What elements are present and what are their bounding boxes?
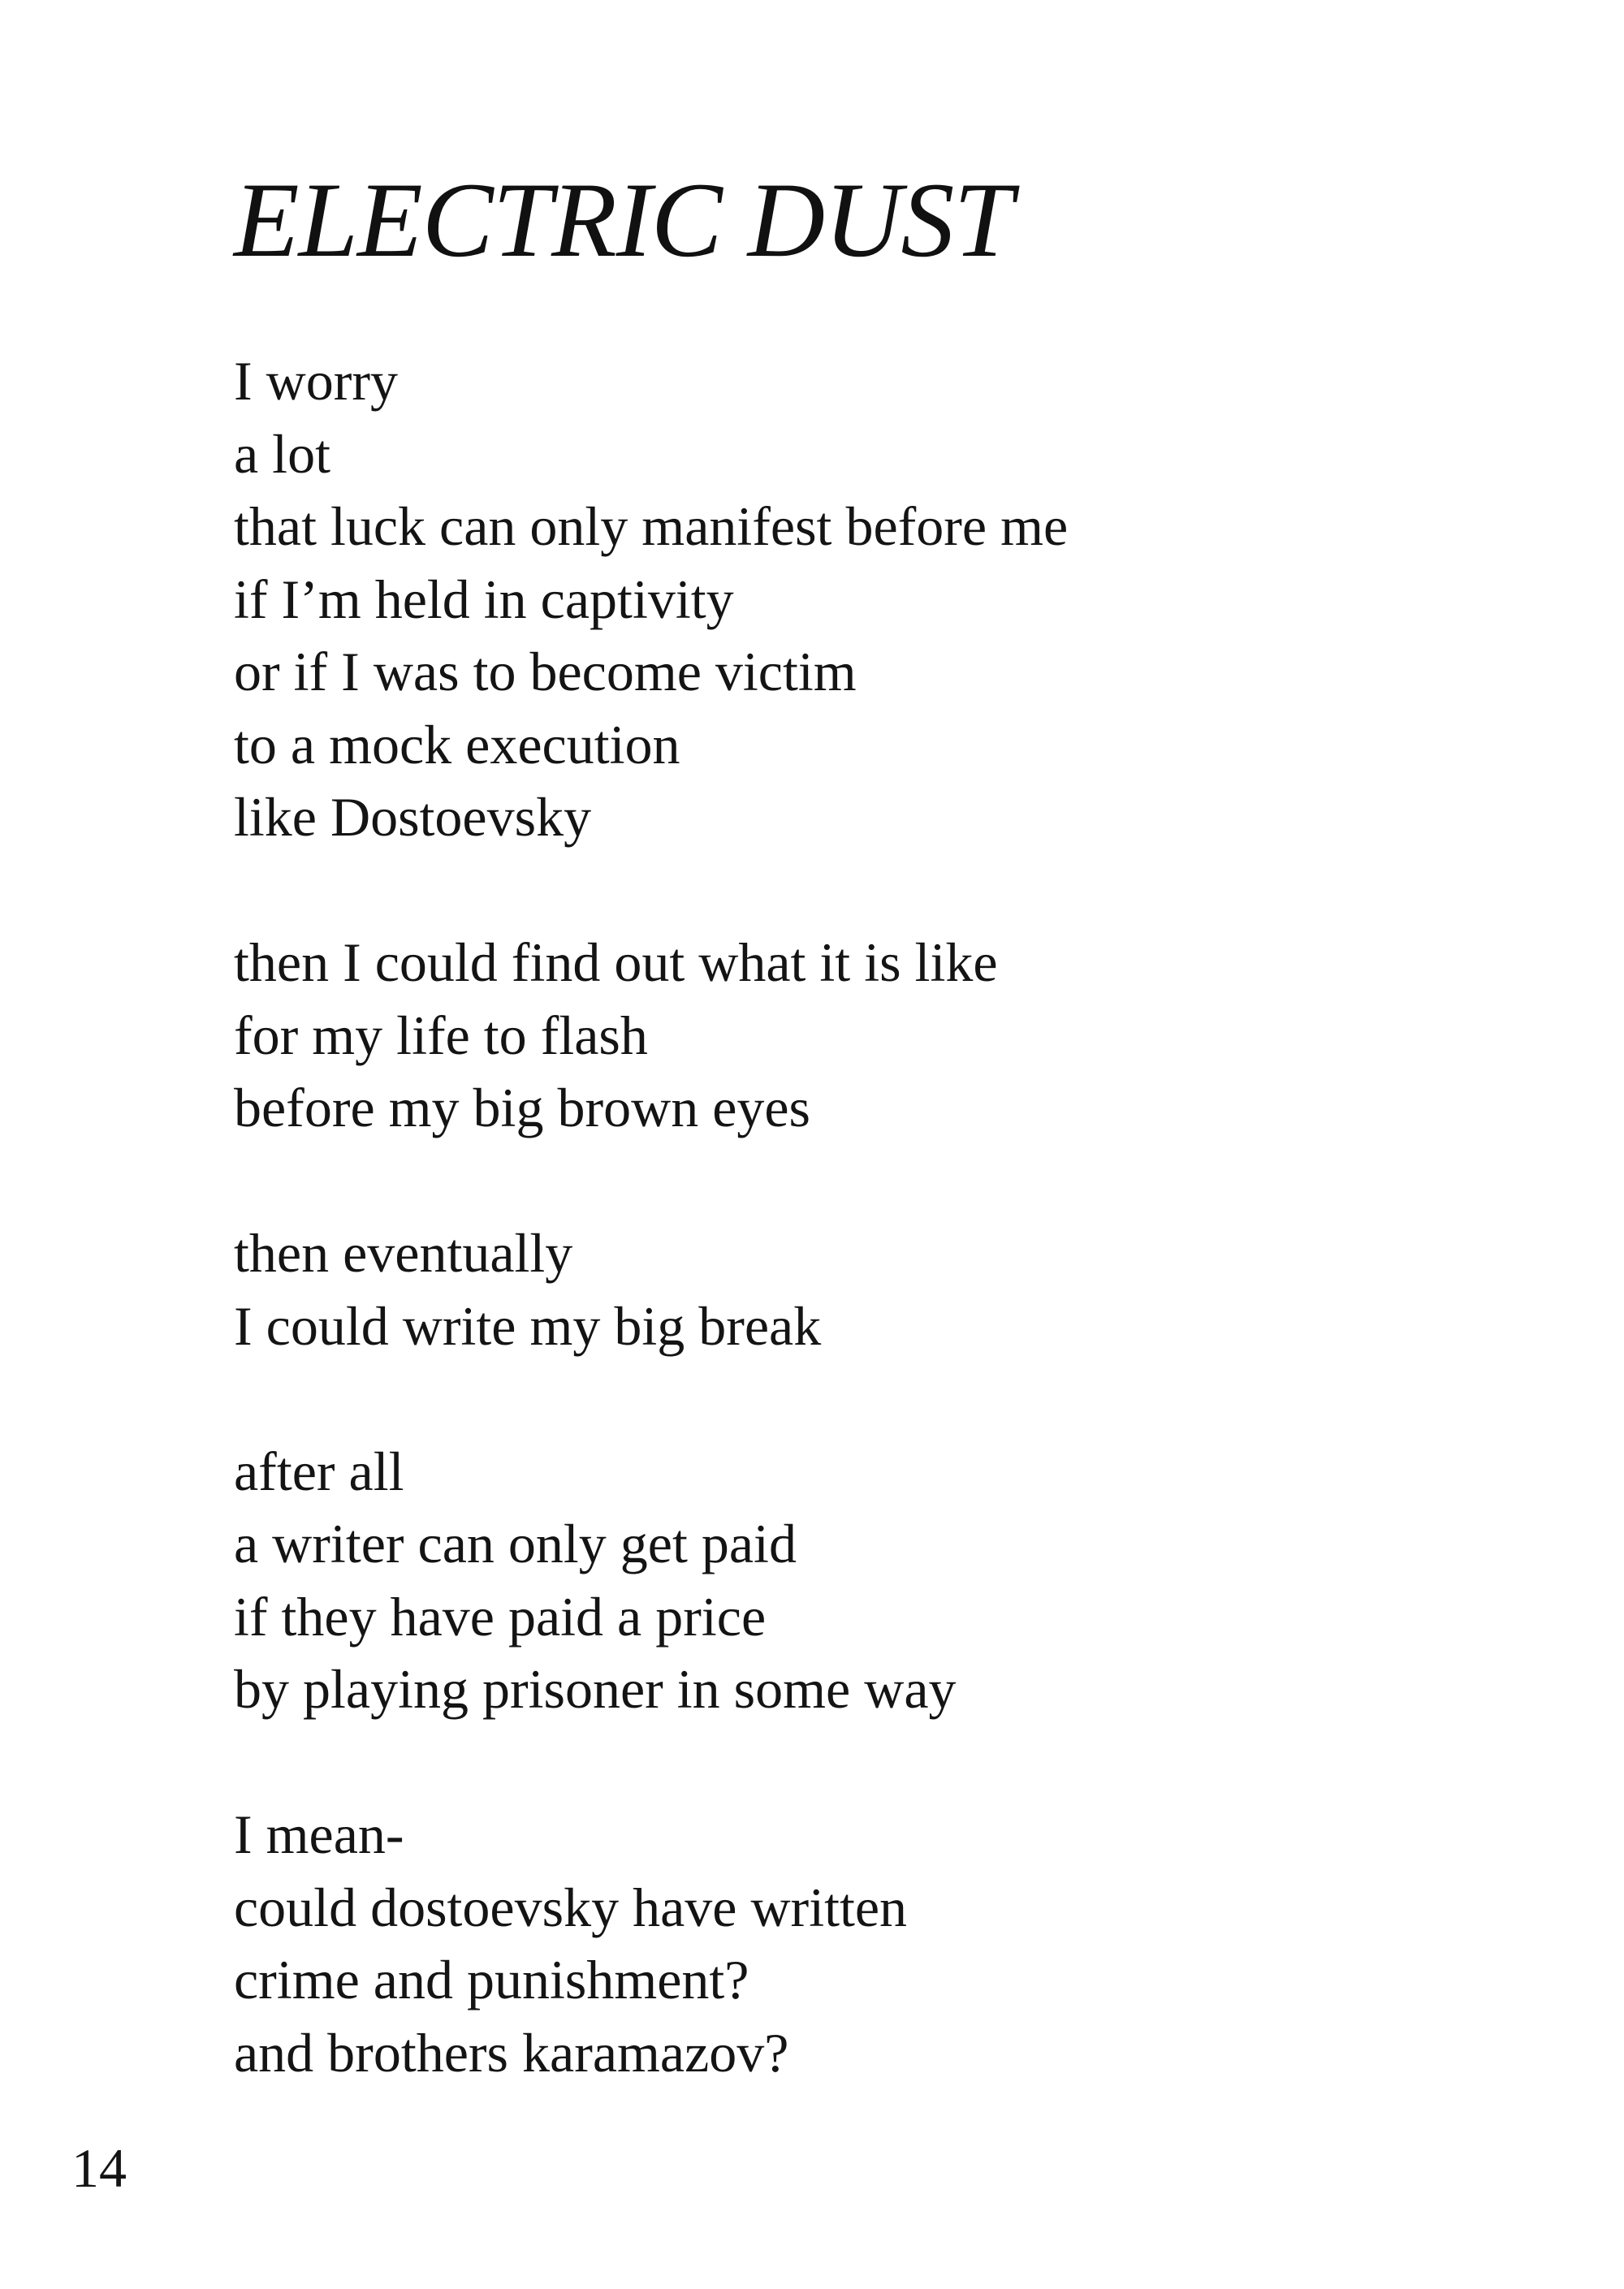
stanza-2 bbox=[234, 926, 1068, 1145]
stanza-1 bbox=[234, 345, 1068, 854]
poem-line: then eventually bbox=[234, 1222, 573, 1284]
poem-line: a writer can only get paid bbox=[234, 1513, 797, 1574]
poem-line: I mean- bbox=[234, 1803, 404, 1865]
poem-line: crime and punishment? bbox=[234, 1949, 749, 2010]
poem-line: for my life to flash bbox=[234, 1004, 648, 1066]
poem-line: that luck can only manifest before me bbox=[234, 495, 1069, 557]
poem-line: by playing prisoner in some way bbox=[234, 1658, 957, 1720]
poem-line: like Dostoevsky bbox=[234, 786, 592, 848]
poem-line: could dostoevsky have written bbox=[234, 1876, 908, 1938]
poem-line: if I’m held in captivity bbox=[234, 568, 734, 630]
poem-body bbox=[234, 345, 1068, 2089]
stanza-5 bbox=[234, 1799, 1068, 2089]
poem-line: if they have paid a price bbox=[234, 1585, 767, 1648]
page-number: 14 bbox=[71, 2137, 127, 2199]
stanza-3 bbox=[234, 1217, 1068, 1363]
poem-line: I could write my big break bbox=[234, 1294, 822, 1357]
poem-line: to a mock execution bbox=[234, 713, 680, 775]
poem-line: a lot bbox=[234, 422, 330, 485]
poem-line: then I could find out what it is like bbox=[234, 931, 998, 993]
stanza-4 bbox=[234, 1436, 1068, 1726]
poem-line: I worry bbox=[234, 350, 399, 412]
poem-title: ELECTRIC DUST bbox=[234, 160, 1013, 279]
poem-line: or if I was to become victim bbox=[234, 641, 857, 702]
poem-line: before my big brown eyes bbox=[234, 1077, 811, 1138]
poem-line: after all bbox=[234, 1440, 404, 1502]
poem-line: and brothers karamazov? bbox=[234, 2021, 789, 2084]
